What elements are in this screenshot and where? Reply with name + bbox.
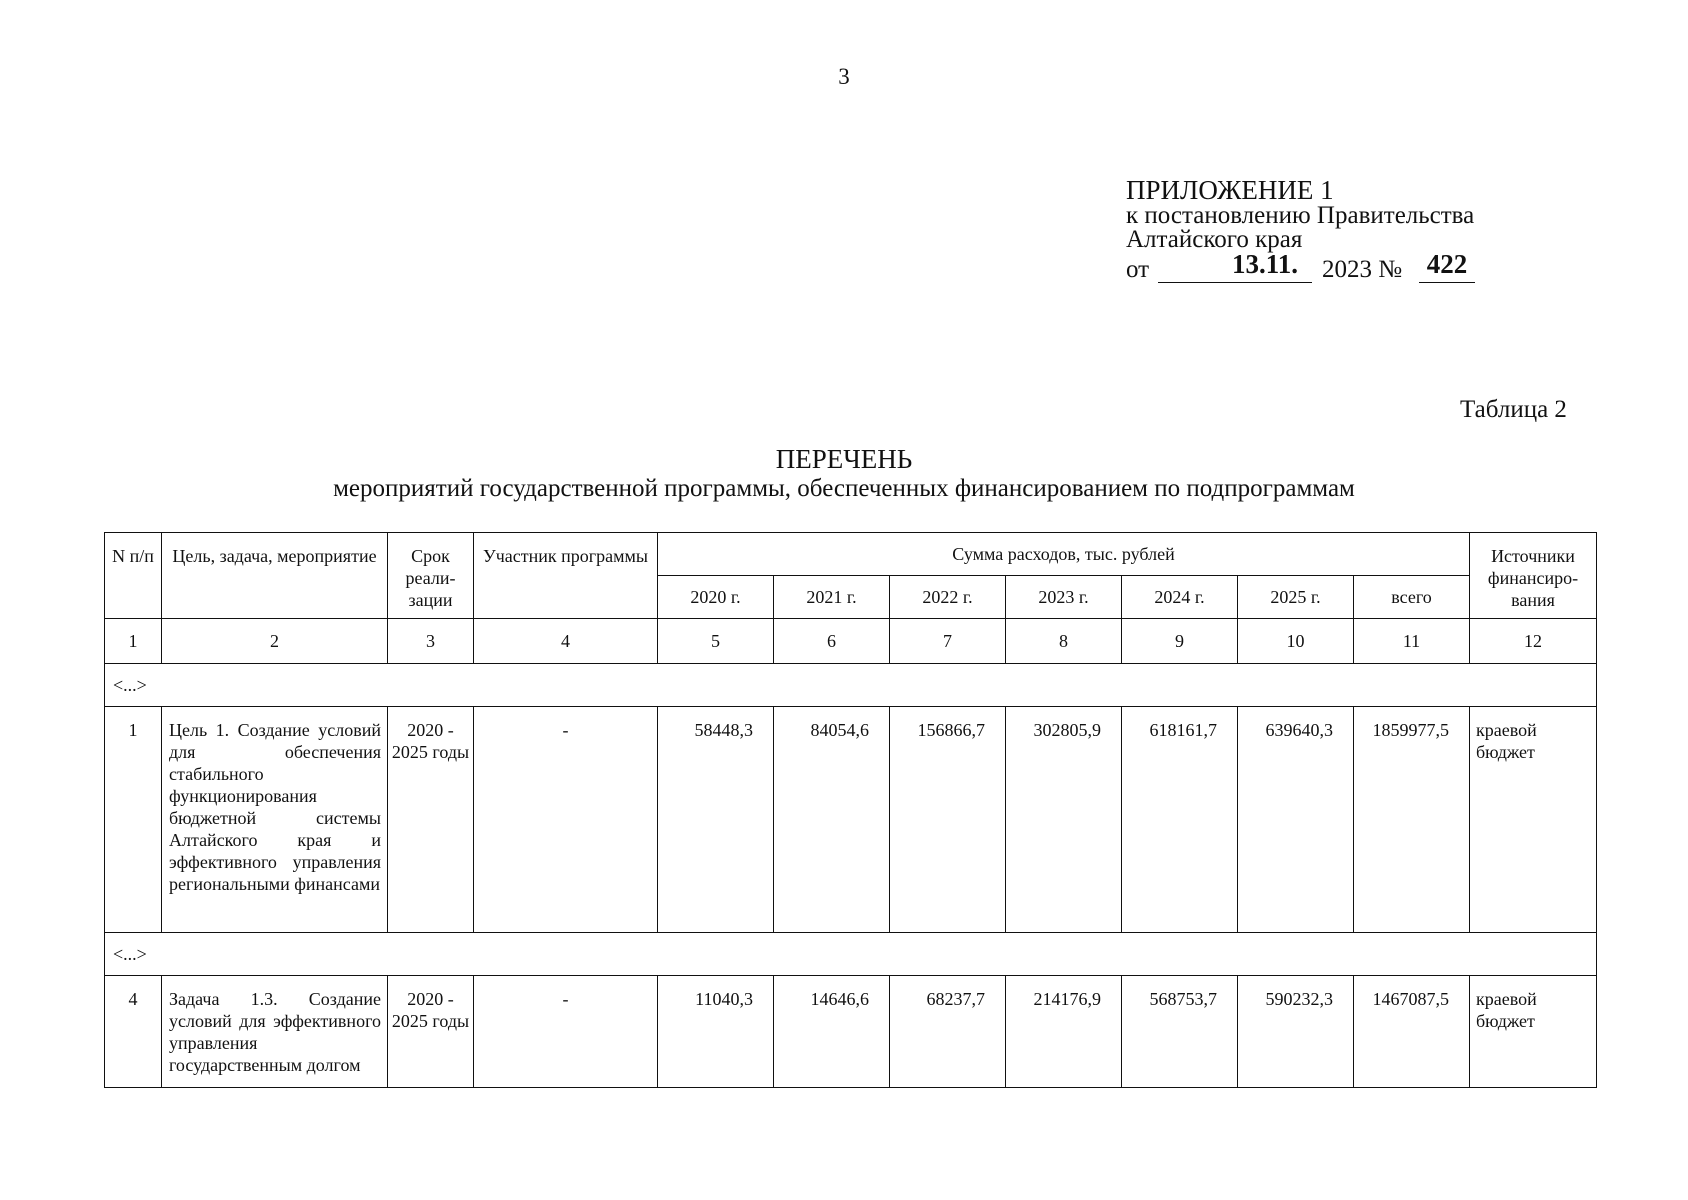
header-term: Срок реали-зации [388, 533, 474, 619]
table-label: Таблица 2 [1460, 396, 1567, 423]
header-year: 2023 г. [1006, 576, 1122, 619]
column-number: 2 [162, 619, 388, 664]
row-term: 2020 - 2025 годы [388, 707, 474, 933]
measures-table [104, 532, 1597, 1088]
row-value: 68237,7 [890, 976, 1006, 1088]
page-number: 3 [838, 64, 850, 89]
separator-cell: <...> [105, 664, 1597, 707]
appendix-date-field [1158, 249, 1312, 283]
column-number: 4 [474, 619, 658, 664]
header-year-total: всего [1354, 576, 1470, 619]
table-row [105, 976, 1597, 1088]
row-value: 639640,3 [1238, 707, 1354, 933]
header-sum: Сумма расходов, тыс. рублей [658, 533, 1470, 576]
header-year: 2020 г. [658, 576, 774, 619]
row-value: 568753,7 [1122, 976, 1238, 1088]
row-source: краевой бюджет [1470, 707, 1597, 933]
appendix-from-label: от [1126, 256, 1150, 283]
column-number: 11 [1354, 619, 1470, 664]
column-number: 12 [1470, 619, 1597, 664]
separator-cell: <...> [105, 933, 1597, 976]
column-number: 3 [388, 619, 474, 664]
column-number: 6 [774, 619, 890, 664]
row-participant: - [474, 976, 658, 1088]
row-value: 214176,9 [1006, 976, 1122, 1088]
appendix-block [1126, 176, 1474, 286]
column-number: 7 [890, 619, 1006, 664]
column-number-row [105, 619, 1597, 664]
appendix-year: 2023 № [1322, 256, 1403, 283]
header-participant: Участник программы [474, 533, 658, 619]
header-goal: Цель, задача, мероприятие [162, 533, 388, 619]
row-value: 590232,3 [1238, 976, 1354, 1088]
row-value: 14646,6 [774, 976, 890, 1088]
row-value: 58448,3 [658, 707, 774, 933]
appendix-date: 13.11. [1231, 249, 1298, 279]
header-source: Источники финансиро-вания [1470, 533, 1597, 619]
column-number: 5 [658, 619, 774, 664]
row-value-total: 1859977,5 [1354, 707, 1470, 933]
row-goal: Задача 1.3. Создание условий для эффективного управления государственным долгом [162, 976, 388, 1088]
appendix-number: 422 [1419, 252, 1475, 283]
row-value: 11040,3 [658, 976, 774, 1088]
document-subtitle: мероприятий государственной программы, обеспеченных финансированием по подпрограммам [333, 475, 1355, 502]
header-num: N п/п [105, 533, 162, 619]
document-title: ПЕРЕЧЕНЬ [775, 444, 913, 474]
row-value: 156866,7 [890, 707, 1006, 933]
appendix-line-2: к постановлению Правительства [1126, 202, 1475, 229]
table-header-row [105, 533, 1597, 576]
header-year: 2025 г. [1238, 576, 1354, 619]
appendix-title: ПРИЛОЖЕНИЕ 1 [1126, 175, 1334, 205]
row-value: 302805,9 [1006, 707, 1122, 933]
row-source: краевой бюджет [1470, 976, 1597, 1088]
row-goal: Цель 1. Создание условий для обеспечения стабильного функционирования бюджетной системы Алтайского края и эффективного управления региональными финансами [162, 707, 388, 933]
column-number: 10 [1238, 619, 1354, 664]
header-year: 2024 г. [1122, 576, 1238, 619]
appendix-date-line [1126, 249, 1474, 286]
separator-row [105, 664, 1597, 707]
column-number: 9 [1122, 619, 1238, 664]
row-num: 1 [105, 707, 162, 933]
header-year: 2022 г. [890, 576, 1006, 619]
separator-row [105, 933, 1597, 976]
row-term: 2020 - 2025 годы [388, 976, 474, 1088]
table-row [105, 707, 1597, 933]
row-num: 4 [105, 976, 162, 1088]
column-number: 1 [105, 619, 162, 664]
appendix-line-3: Алтайского края [1126, 226, 1303, 253]
row-value: 84054,6 [774, 707, 890, 933]
row-participant: - [474, 707, 658, 933]
row-value-total: 1467087,5 [1354, 976, 1470, 1088]
row-value: 618161,7 [1122, 707, 1238, 933]
header-year: 2021 г. [774, 576, 890, 619]
column-number: 8 [1006, 619, 1122, 664]
